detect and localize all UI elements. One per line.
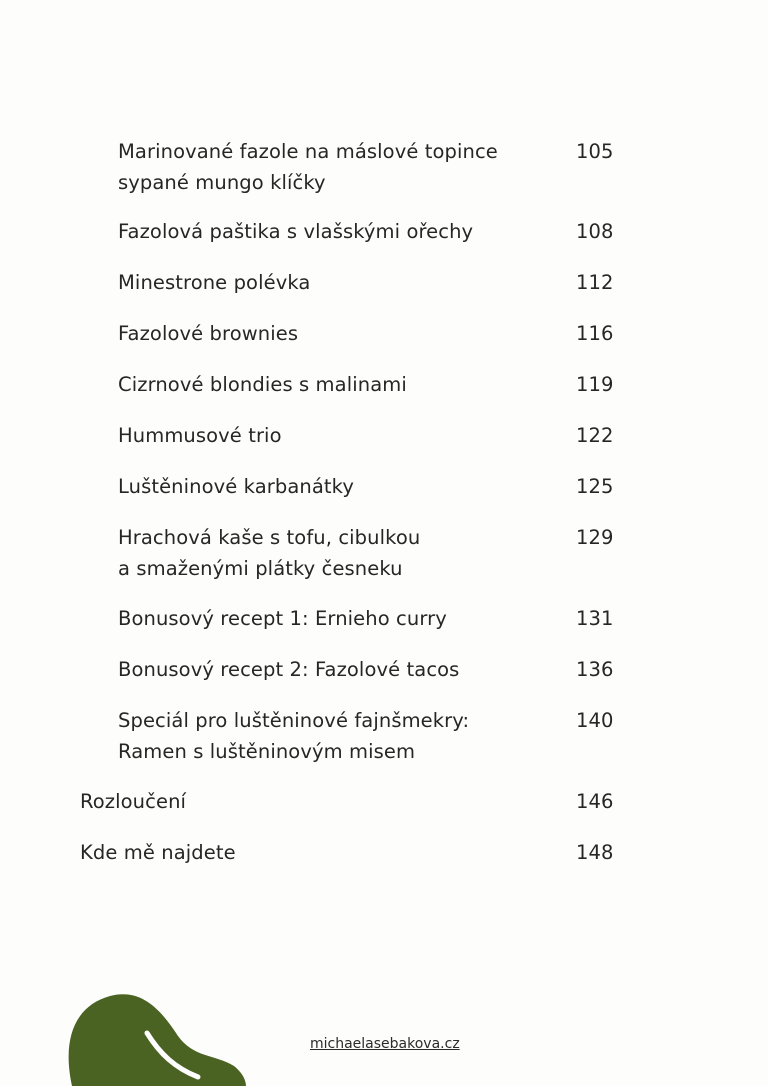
toc-title-line-1: Marinované fazole na máslové topince [118,140,498,163]
toc-entry-title: Luštěninové karbanátky [118,475,355,498]
toc-page-number: 108 [576,220,614,243]
toc-entry-title: Rozloučení [80,790,187,813]
toc-page-number: 122 [576,424,614,447]
toc-page-number: 125 [576,475,614,498]
toc-page-number: 112 [576,271,614,294]
toc-entry-title: Fazolové brownies [118,322,299,345]
toc-title-line-1: Speciál pro luštěninové fajnšmekry: [118,709,470,732]
toc-page-number: 146 [576,790,614,813]
toc-page-number: 136 [576,658,614,681]
toc-entry-title: Kde mě najdete [80,841,236,864]
toc-page-number: 105 [576,140,614,163]
toc-page-number: 140 [576,709,614,732]
toc-title-line-1: Hrachová kaše s tofu, cibulkou [118,526,421,549]
bean-shape [69,994,246,1086]
website-link[interactable]: michaelasebakova.cz [310,1036,460,1052]
toc-page-number: 119 [576,373,614,396]
toc-page-number: 148 [576,841,614,864]
toc-page-number: 129 [576,526,614,549]
toc-entry-title: Fazolová paštika s vlašskými ořechy [118,220,474,243]
toc-page-number: 116 [576,322,614,345]
toc-title-line-2: a smaženými plátky česneku [118,557,403,580]
toc-entry-title: Bonusový recept 1: Ernieho curry [118,607,447,630]
toc-entry-title: Minestrone polévka [118,271,311,294]
toc-page-number: 131 [576,607,614,630]
toc-entry-title: Bonusový recept 2: Fazolové tacos [118,658,460,681]
toc-title-line-2: Ramen s luštěninovým misem [118,740,416,763]
toc-entry-title: Hummusové trio [118,424,282,447]
toc-title-line-2: sypané mungo klíčky [118,171,326,194]
toc-entry-title: Cizrnové blondies s malinami [118,373,407,396]
